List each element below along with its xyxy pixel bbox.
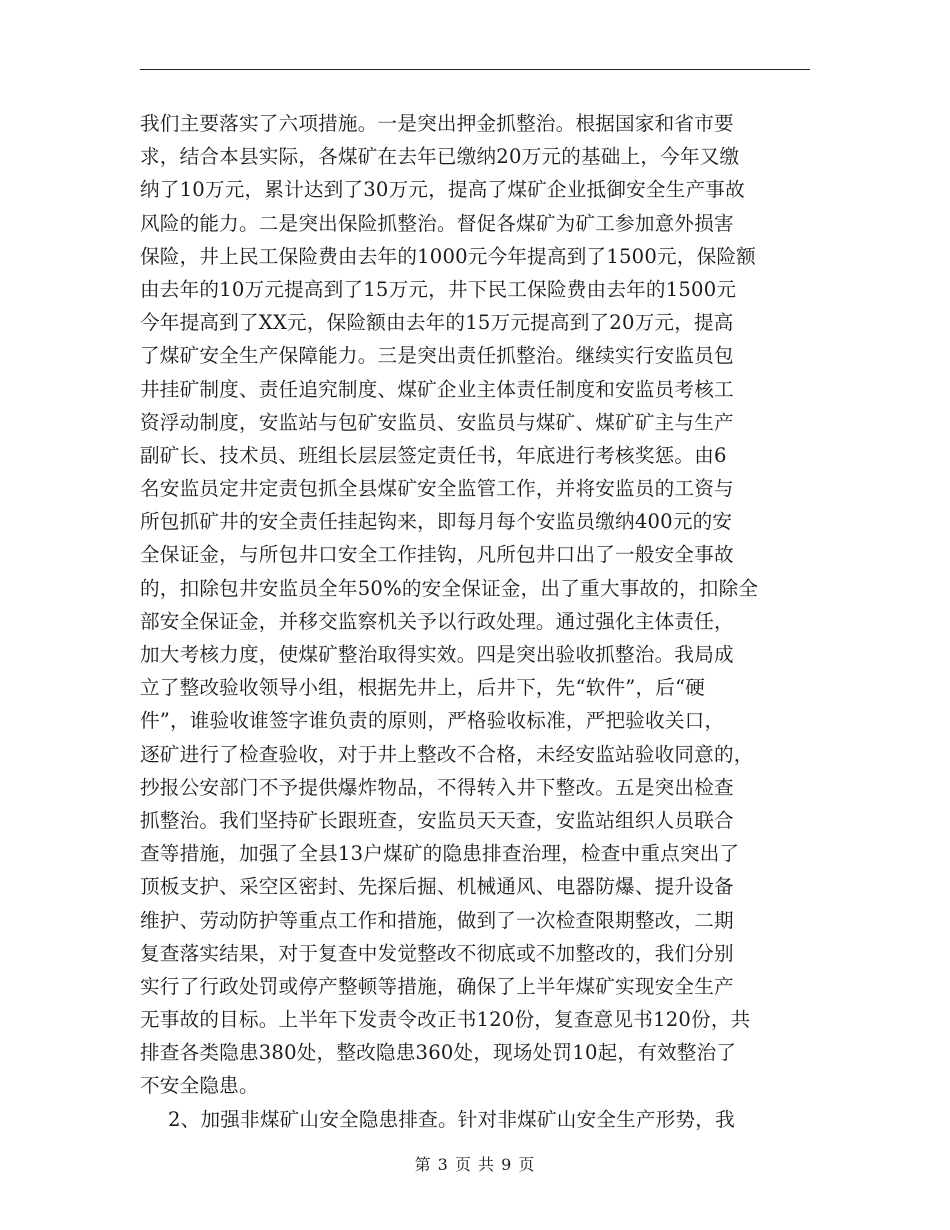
paragraph-line: 复查落实结果，对于复查中发觉整改不彻底或不加整改的，我们分别 [140, 941, 734, 965]
paragraph-line: 顶板支护、采空区密封、先探后掘、机械通风、电器防爆、提升设备 [140, 875, 734, 899]
paragraph-line: 了煤矿安全生产保障能力。三是突出责任抓整治。继续实行安监员包 [140, 344, 734, 368]
paragraph-line: 的，扣除包井安监员全年50%的安全保证金，出了重大事故的，扣除全 [140, 576, 759, 600]
paragraph-line: 抓整治。我们坚持矿长跟班查，安监员天天查，安监站组织人员联合 [140, 808, 734, 832]
paragraph-line: 部安全保证金，并移交监察机关予以行政处理。通过强化主体责任， [140, 609, 734, 633]
paragraph-line: 求，结合本县实际，各煤矿在去年已缴纳20万元的基础上，今年又缴 [140, 145, 740, 169]
header-divider [140, 69, 810, 70]
paragraph-line: 名安监员定井定责包抓全县煤矿安全监管工作，并将安监员的工资与 [140, 477, 734, 501]
paragraph-line: 副矿长、技术员、班组长层层签定责任书，年底进行考核奖惩。由6 [140, 443, 727, 467]
paragraph-line: 资浮动制度，安监站与包矿安监员、安监员与煤矿、煤矿矿主与生产 [140, 410, 734, 434]
paragraph-line: 由去年的10万元提高到了15万元，井下民工保险费由去年的1500元 [140, 277, 737, 301]
paragraph-line: 加大考核力度，使煤矿整治取得实效。四是突出验收抓整治。我局成 [140, 643, 734, 666]
paragraph-line: 风险的能力。二是突出保险抓整治。督促各煤矿为矿工参加意外损害 [140, 211, 734, 235]
section-heading-line: 2、加强非煤矿山安全隐患排查。针对非煤矿山安全生产形势，我 [168, 1107, 735, 1131]
paragraph-line: 全保证金，与所包井口安全工作挂钩，凡所包井口出了一般安全事故 [140, 543, 734, 567]
paragraph-line: 所包抓矿井的安全责任挂起钩来，即每月每个安监员缴纳400元的安 [140, 510, 733, 534]
paragraph-line: 立了整改验收领导小组，根据先井上，后井下，先“软件”，后“硬 [140, 676, 706, 700]
paragraph-line: 不安全隐患。 [140, 1074, 259, 1098]
paragraph-line: 抄报公安部门不予提供爆炸物品，不得转入井下整改。五是突出检查 [140, 775, 734, 799]
paragraph-line: 保险，井上民工保险费由去年的1000元今年提高到了1500元，保险额 [140, 244, 756, 268]
paragraph-line: 我们主要落实了六项措施。一是突出押金抓整治。根据国家和省市要 [140, 112, 734, 135]
paragraph-line: 逐矿进行了检查验收，对于井上整改不合格，未经安监站验收同意的， [140, 742, 754, 766]
page-number: 第 3 页 共 9 页 [414, 1155, 536, 1174]
paragraph-line: 实行了行政处罚或停产整顿等措施，确保了上半年煤矿实现安全生产 [140, 974, 734, 998]
paragraph-line: 无事故的目标。上半年下发责令改正书120份，复查意见书120份，共 [140, 1008, 751, 1032]
paragraph-line: 维护、劳动防护等重点工作和措施，做到了一次检查限期整改，二期 [140, 908, 734, 932]
document-body [140, 107, 812, 1136]
paragraph-line: 排查各类隐患380处，整改隐患360处，现场处罚10起，有效整治了 [140, 1041, 737, 1065]
paragraph-line: 查等措施，加强了全县13户煤矿的隐患排查治理，检查中重点突出了 [140, 842, 740, 866]
paragraph-line: 件”，谁验收谁签字谁负责的原则，严格验收标准，严把验收关口， [140, 709, 725, 733]
paragraph-line: 井挂矿制度、责任追究制度、煤矿企业主体责任制度和安监员考核工 [140, 377, 734, 401]
paragraph-line: 纳了10万元，累计达到了30万元，提高了煤矿企业抵御安全生产事故 [140, 178, 745, 202]
paragraph-line: 今年提高到了XX元，保险额由去年的15万元提高到了20万元，提高 [140, 311, 734, 335]
